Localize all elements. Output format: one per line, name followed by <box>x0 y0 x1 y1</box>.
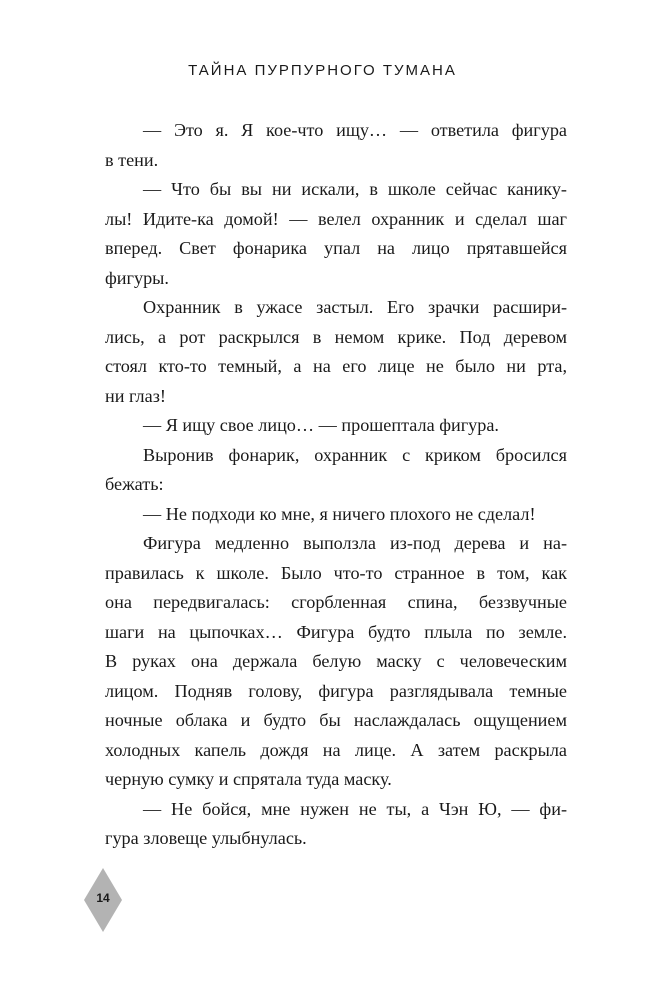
text-line: холодных капель дождя на лице. А затем раскрыла <box>105 739 567 760</box>
page-number: 14 <box>96 891 110 905</box>
text-line: лись, а рот раскрылся в немом крике. Под деревом <box>105 326 567 347</box>
text-line: стоял кто-то темный, а на его лице не было ни рта, <box>105 356 567 376</box>
text-line: — Я ищу свое лицо… — прошептала фигура. <box>143 415 499 435</box>
text-line: фигуры. <box>105 267 169 288</box>
text-line: Выронив фонарик, охранник с криком бросился <box>143 444 567 465</box>
text-line: гура зловеще улыбнулась. <box>105 828 307 848</box>
text-line: лы! Идите-ка домой! — велел охранник и сделал шаг <box>105 208 567 229</box>
text-line: — Это я. Я кое-что ищу… — ответила фигура <box>143 120 567 140</box>
text-line: она передвигалась: сгорбленная спина, беззвучные <box>105 592 567 612</box>
text-line: В руках она держала белую маску с человеческим <box>105 651 567 671</box>
page-number-badge <box>84 868 122 932</box>
text-line: в тени. <box>105 149 159 170</box>
text-line: Фигура медленно выползла из-под дерева и на- <box>143 533 567 553</box>
text-line: ночные облака и будто бы наслаждалась ощущением <box>105 710 567 730</box>
text-line: Охранник в ужасе застыл. Его зрачки расшири- <box>143 297 567 317</box>
body-text <box>105 116 567 854</box>
text-line: — Не подходи ко мне, я ничего плохого не сделал! <box>143 503 536 524</box>
text-line: вперед. Свет фонарика упал на лицо прятавшейся <box>105 238 567 258</box>
text-line: черную сумку и спрятала туда маску. <box>105 769 392 789</box>
running-head: ТАЙНА ПУРПУРНОГО ТУМАНА <box>188 62 457 79</box>
text-line: шаги на цыпочках… Фигура будто плыла по земле. <box>105 621 567 642</box>
text-line: правилась к школе. Было что-то странное в том, как <box>105 562 567 583</box>
text-line: бежать: <box>105 474 164 494</box>
text-line: — Что бы вы ни искали, в школе сейчас канику- <box>143 179 567 199</box>
text-line: — Не бойся, мне нужен не ты, а Чэн Ю, — фи- <box>143 798 567 819</box>
text-line: ни глаз! <box>105 385 166 406</box>
text-line: лицом. Подняв голову, фигура разглядывала темные <box>105 680 567 701</box>
